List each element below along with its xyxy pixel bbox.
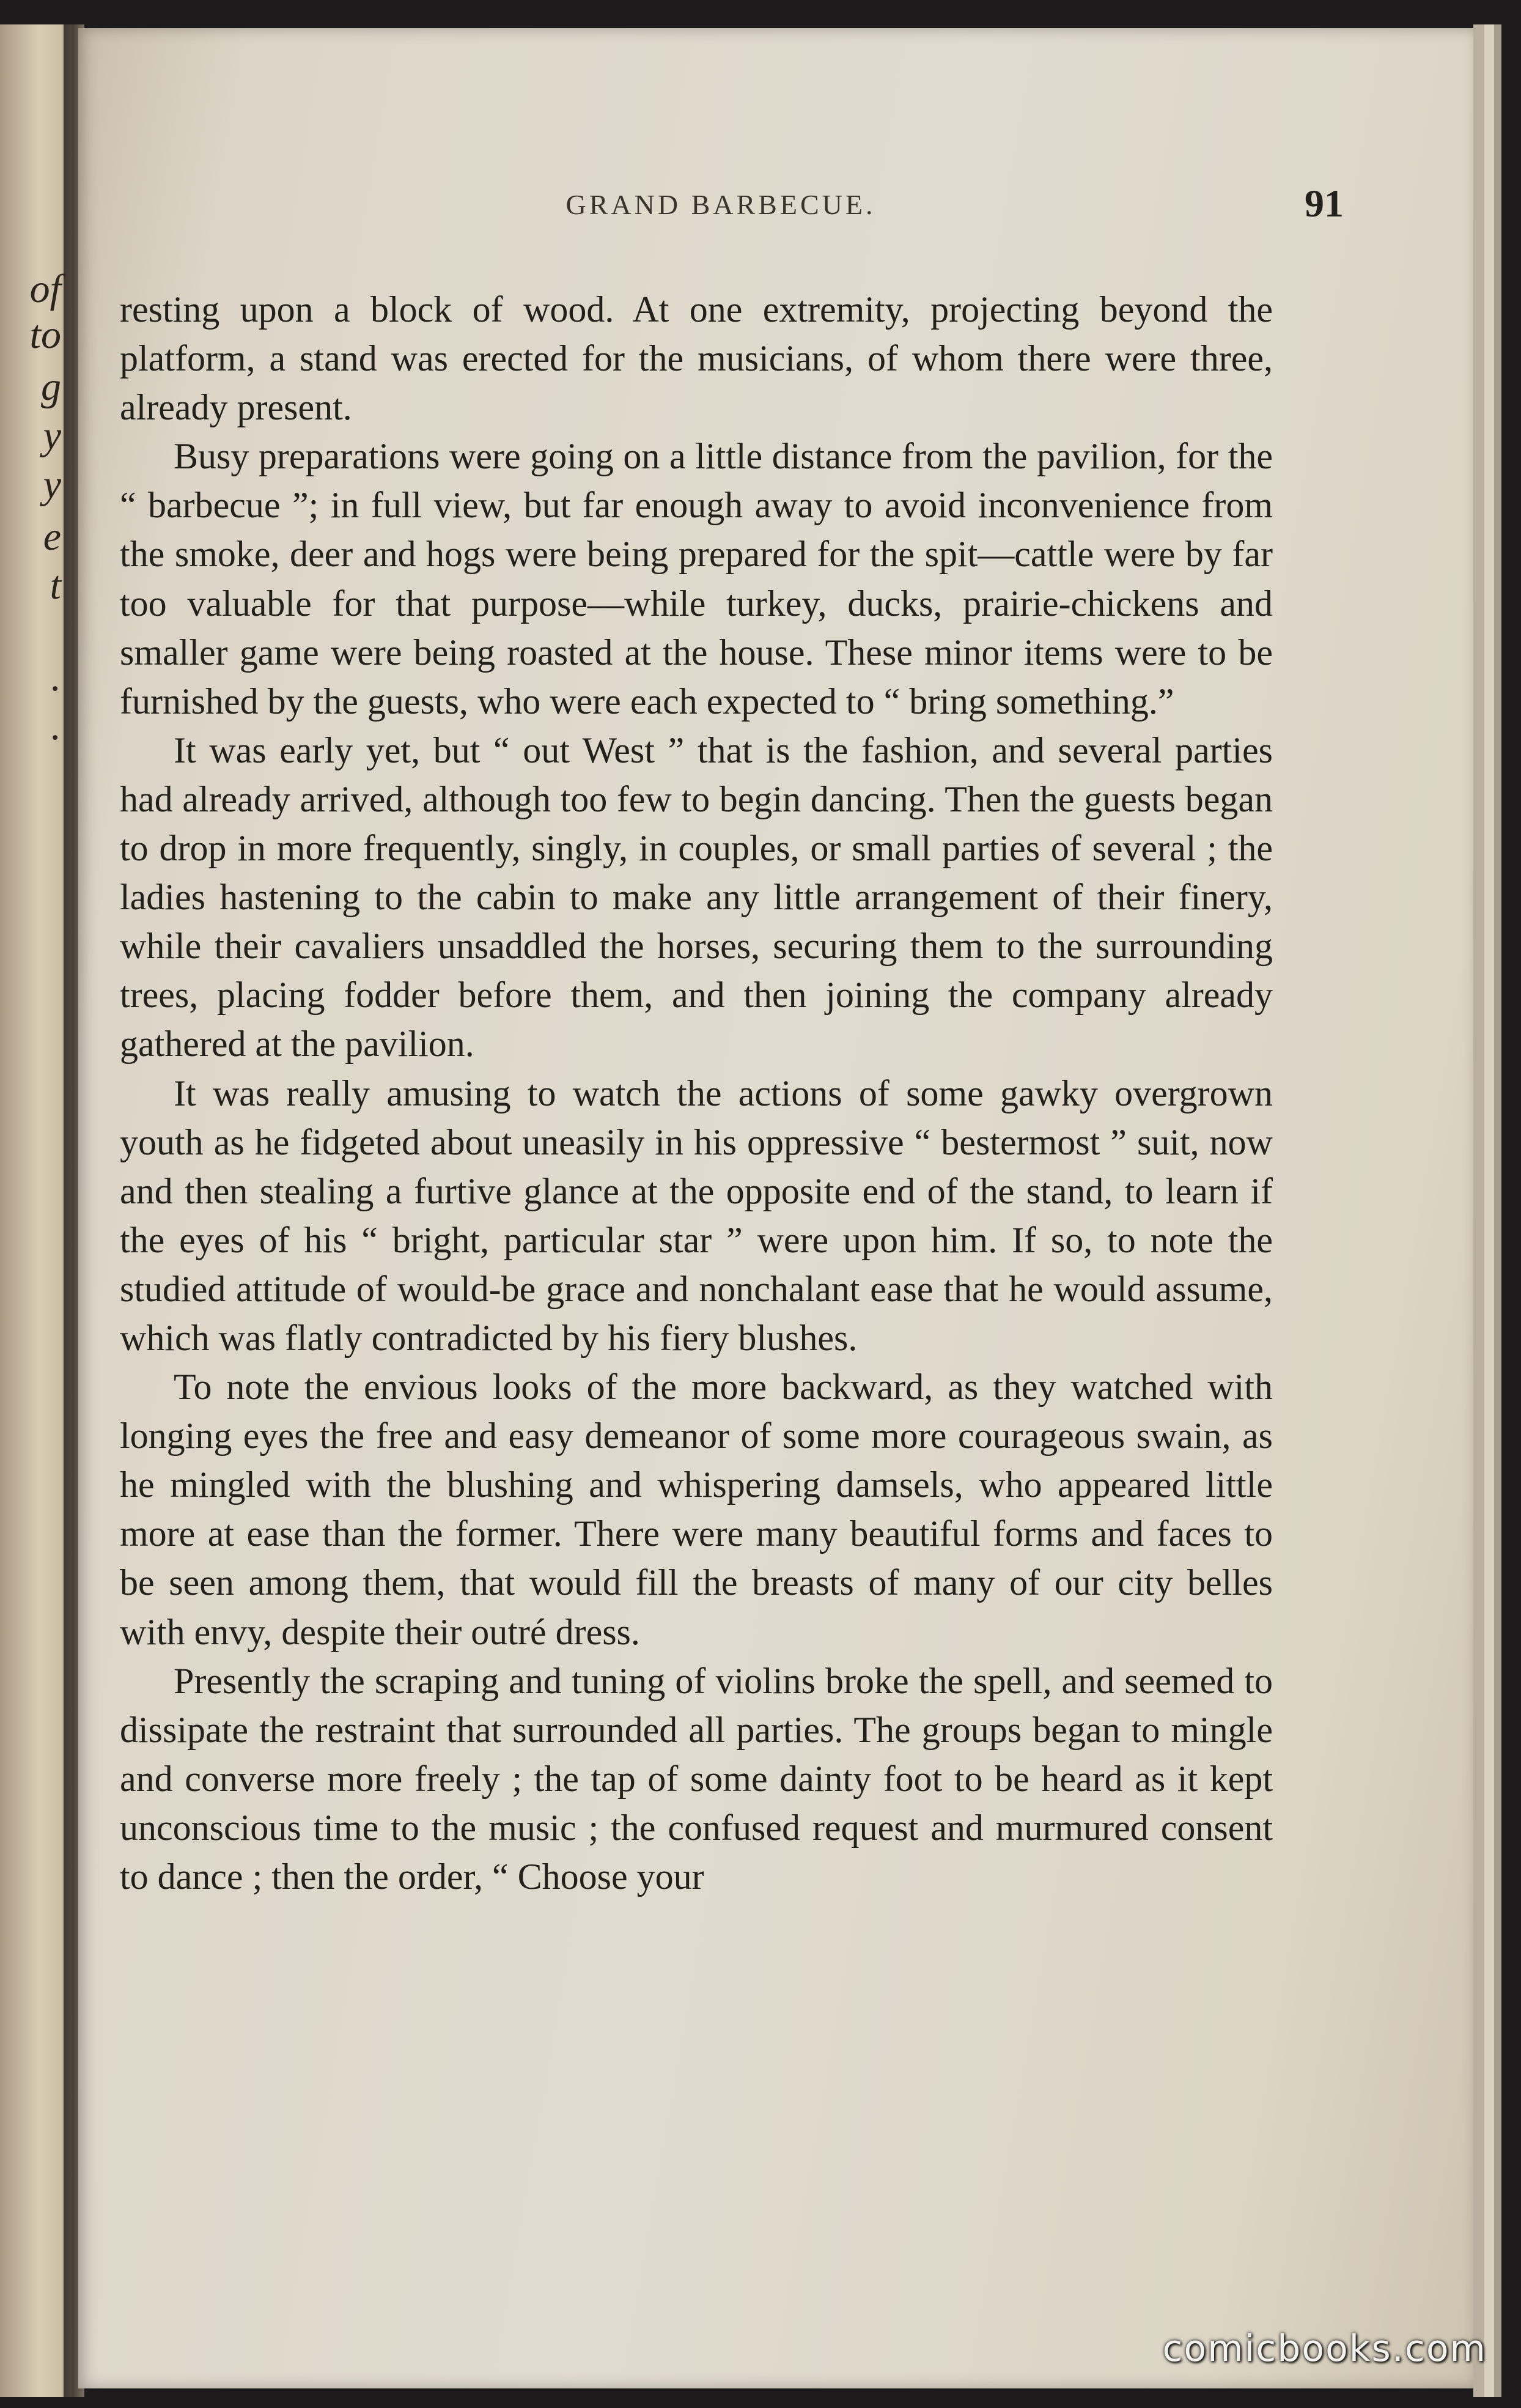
paragraph: resting upon a block of wood. At one extremity, projecting beyond the platform, a stand was erected for the musicians, of whom there were three, already present.	[120, 289, 1273, 428]
facing-page-fragment: y	[43, 462, 61, 507]
body-text	[120, 285, 1273, 1901]
paragraph: It was early yet, but “ out West ” that is the fashion, and several parties had already arrived, although too few to begin dancing. Then the guests began to drop in more frequently, singly, in couples, or small parties of several ; the ladies hastening to the cabin to make any little arrangement of their finery, while their cavaliers unsaddled the horses, securing them to the surrounding trees, placing fodder before them, and then joining the company already gathered at the pavilion.	[120, 729, 1273, 1065]
book-page	[78, 28, 1473, 2388]
facing-page-fragment: .	[51, 704, 61, 748]
facing-page-fragment: g	[41, 364, 61, 409]
facing-page-edge	[0, 24, 72, 2397]
paragraph: To note the envious looks of the more backward, as they watched with longing eyes the free and easy demeanor of some more courageous swain, as he mingled with the blushing and whispering damsels, who appeared little more at ease than the former. There were many beautiful forms and faces to be seen among them, that would fill the breasts of many of our city belles with envy, despite their outré dress.	[120, 1367, 1273, 1652]
page-number: 91	[1305, 182, 1344, 225]
facing-page-fragment: e	[43, 514, 61, 559]
page-stack-edge	[1473, 24, 1484, 2397]
running-head: GRAND BARBECUE.	[565, 189, 876, 220]
paragraph: Busy preparations were going on a little distance from the pavilion, for the “ barbecue ”; in full view, but far enough away to avoid inconvenience from the smoke, deer and hogs were being prepared for the spit—cattle were by far too valuable for that purpose—while turkey, ducks, prairie-chickens and smaller game were being roasted at the house. These minor items were to be furnished by the guests, who were each expected to “ bring something.”	[120, 436, 1273, 722]
facing-page-fragment: .	[51, 655, 61, 700]
facing-page-fragment: t	[50, 563, 61, 608]
watermark: comicbooks.com	[1162, 2327, 1487, 2370]
page-stack-edge	[1494, 24, 1501, 2397]
facing-page-fragment: of	[29, 267, 61, 311]
paragraph: Presently the scraping and tuning of violins broke the spell, and seemed to dissipate the restraint that surrounded all parties. The groups began to mingle and converse more freely ; the tap of some dainty foot to be heard as it kept unconscious time to the music ; the confused request and murmured consent to dance ; then the order, “ Choose your	[120, 1660, 1273, 1897]
page-stack-edge	[1484, 24, 1494, 2397]
paragraph: It was really amusing to watch the actions of some gawky overgrown youth as he fidgeted about uneasily in his oppressive “ bestermost ” suit, now and then stealing a furtive glance at the opposite end of the stand, to learn if the eyes of his “ bright, particular star ” were upon him. If so, to note the studied attitude of would-be grace and nonchalant ease that he would assume, which was flatly contradicted by his fiery blushes.	[120, 1073, 1273, 1358]
facing-page-fragment: to	[29, 312, 61, 357]
facing-page-fragment: y	[43, 413, 61, 458]
